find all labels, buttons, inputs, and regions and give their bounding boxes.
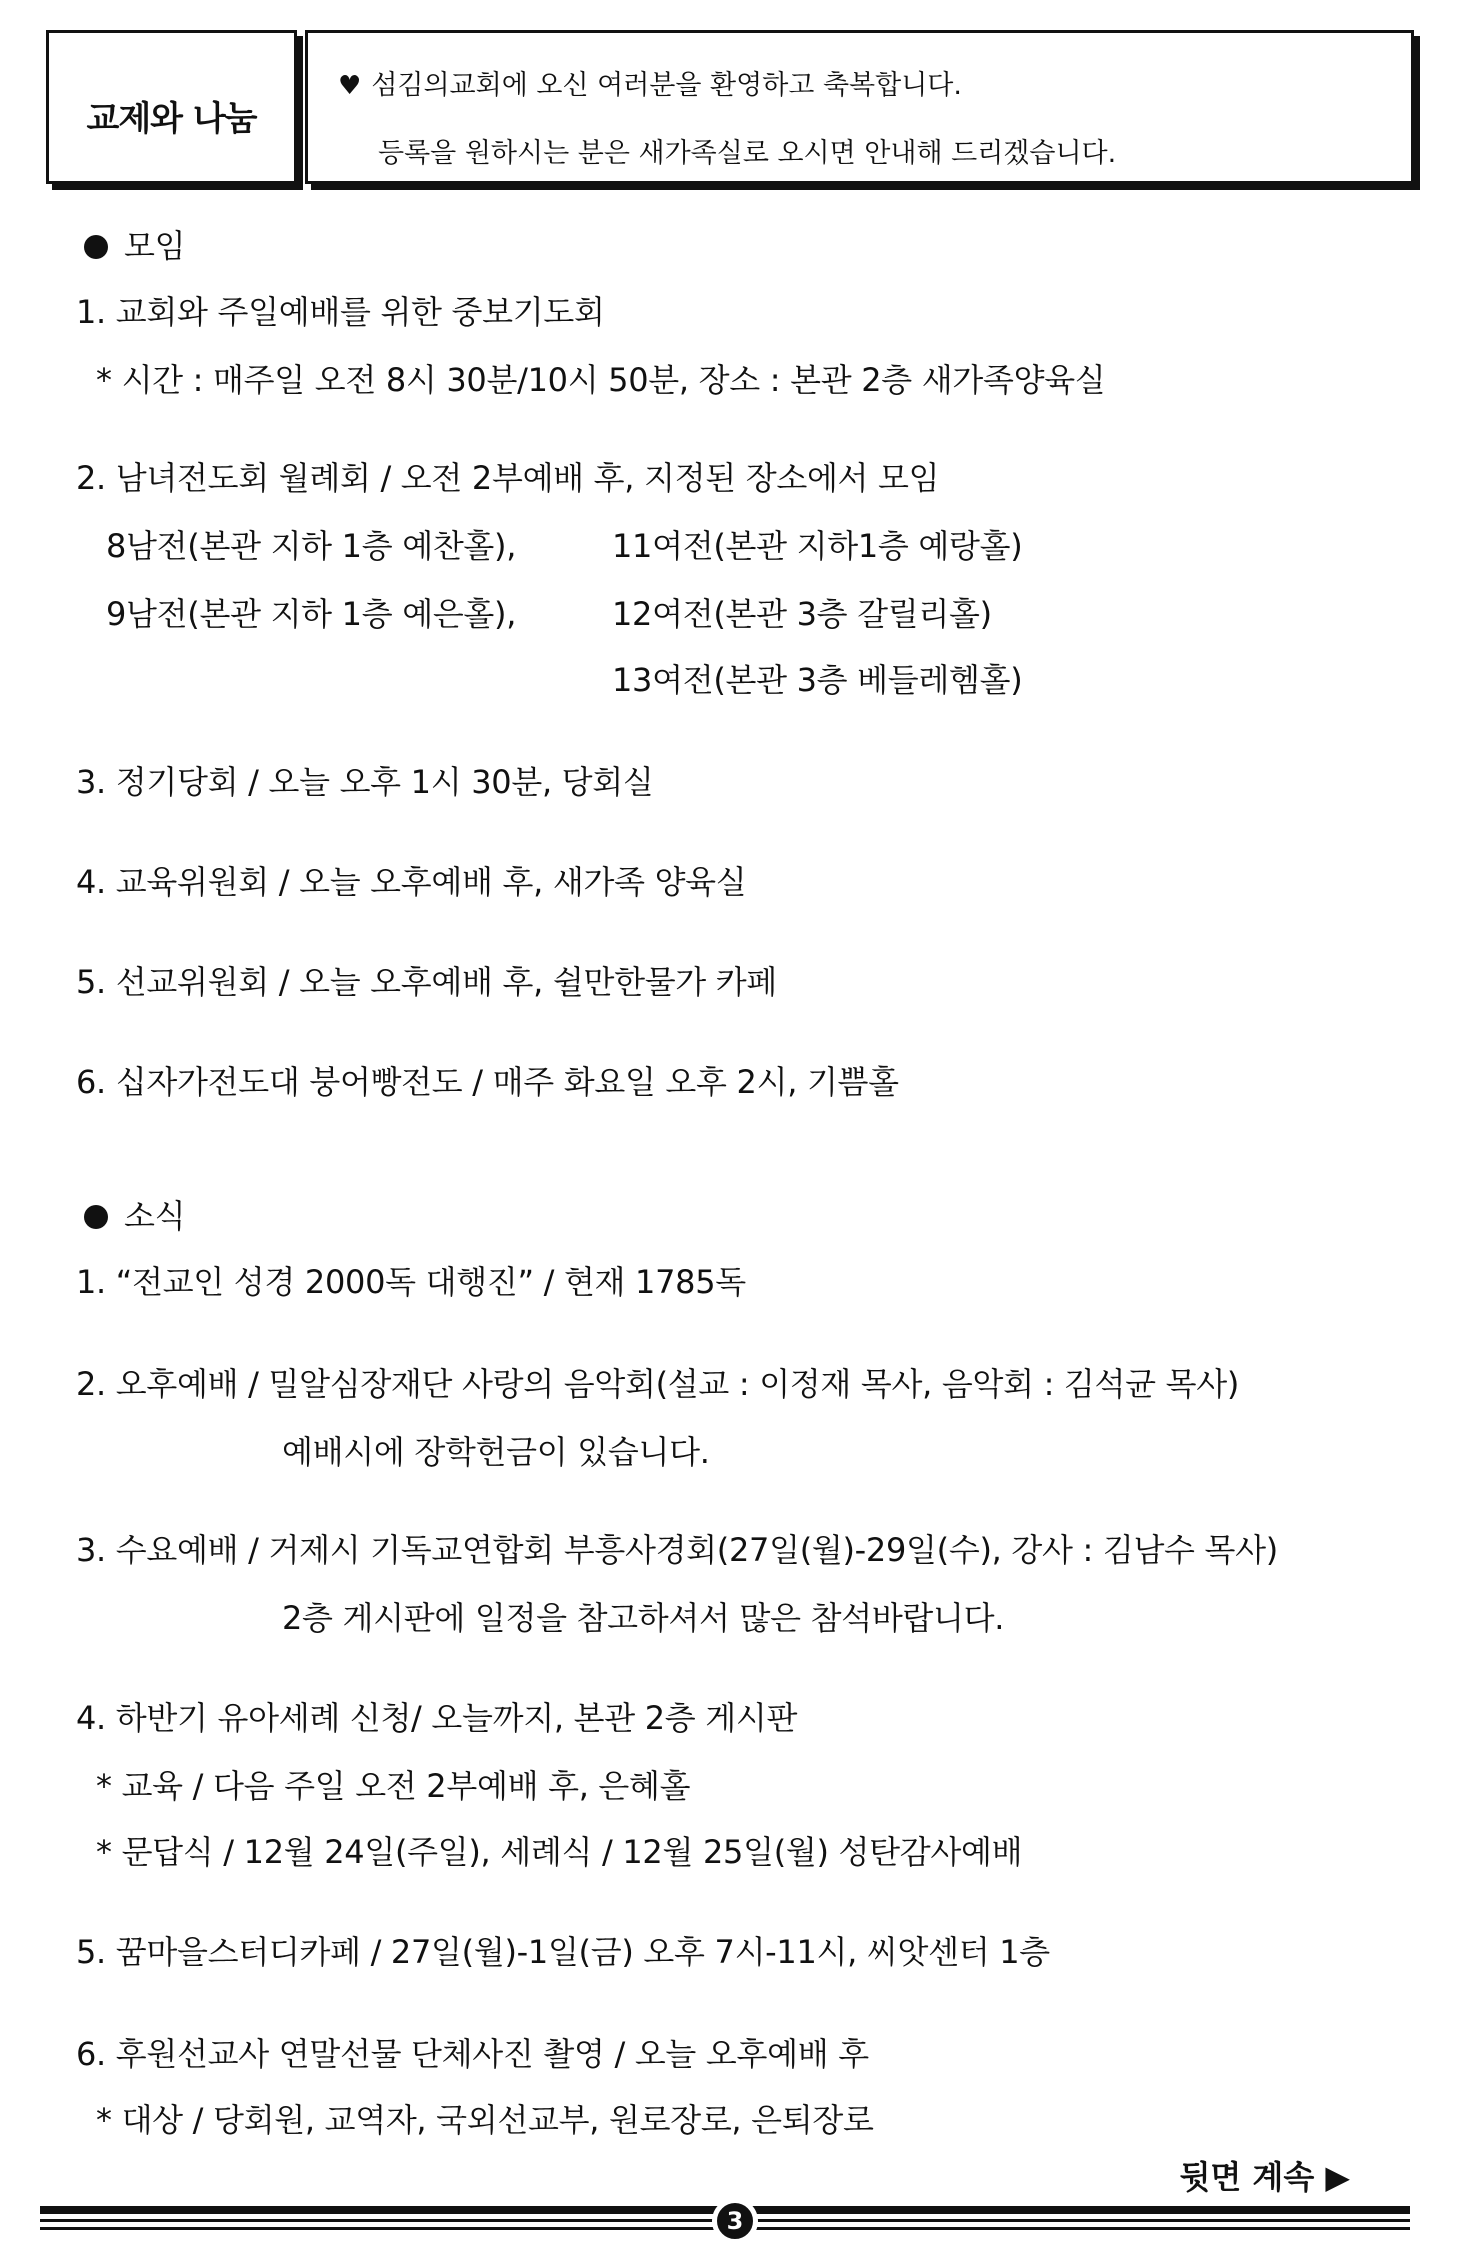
meeting-item-1-detail: * 시간 : 매주일 오전 8시 30분/10시 50분, 장소 : 본관 2층 새가족양육실 xyxy=(96,361,1106,399)
welcome-box xyxy=(305,30,1414,184)
news-item-5: 5. 꿈마을스터디카페 / 27일(월)-1일(금) 오후 7시-11시, 씨앗센터 1층 xyxy=(76,1933,1050,1971)
news-item-1: 1. “전교인 성경 2000독 대행진” / 현재 1785독 xyxy=(76,1263,746,1301)
meeting-item-5: 5. 선교위원회 / 오늘 오후예배 후, 쉴만한물가 카페 xyxy=(76,963,778,1001)
news-item-6-detail: * 대상 / 당회원, 교역자, 국외선교부, 원로장로, 은퇴장로 xyxy=(96,2101,874,2139)
news-item-2: 2. 오후예배 / 밀알심장재단 사랑의 음악회(설교 : 이정재 목사, 음악회 : 김석균 목사) xyxy=(76,1365,1240,1403)
news-heading-text: 소식 xyxy=(124,1197,186,1235)
meeting-item-6: 6. 십자가전도대 붕어빵전도 / 매주 화요일 오후 2시, 기쁨홀 xyxy=(76,1063,899,1101)
news-item-4: 4. 하반기 유아세례 신청/ 오늘까지, 본관 2층 게시판 xyxy=(76,1699,798,1737)
continue-on-back-label: 뒷면 계속 ▶ xyxy=(1179,2158,1350,2196)
news-item-4-detail-1: * 교육 / 다음 주일 오전 2부예배 후, 은혜홀 xyxy=(96,1767,691,1805)
welcome-text-1: 섬김의교회에 오신 여러분을 환영하고 축복합니다. xyxy=(371,70,962,101)
news-item-6: 6. 후원선교사 연말선물 단체사진 촬영 / 오늘 오후예배 후 xyxy=(76,2035,869,2073)
meeting-item-4: 4. 교육위원회 / 오늘 오후예배 후, 새가족 양육실 xyxy=(76,863,747,901)
section-title-box xyxy=(46,30,297,184)
meeting-item-2-row2-right: 12여전(본관 3층 갈릴리홀) xyxy=(612,595,992,633)
meeting-item-2-row2-left: 9남전(본관 지하 1층 예은홀), xyxy=(106,595,517,633)
meeting-item-2-row3-right: 13여전(본관 3층 베들레헴홀) xyxy=(612,661,1023,699)
meeting-item-1: 1. 교회와 주일예배를 위한 중보기도회 xyxy=(76,293,605,331)
meeting-item-3: 3. 정기당회 / 오늘 오후 1시 30분, 당회실 xyxy=(76,763,654,801)
welcome-line-2: 등록을 원하시는 분은 새가족실로 오시면 안내해 드리겠습니다. xyxy=(378,138,1117,169)
news-item-4-detail-2: * 문답식 / 12월 24일(주일), 세례식 / 12월 25일(월) 성탄감사예배 xyxy=(96,1833,1023,1871)
news-item-3-detail: 2층 게시판에 일정을 참고하셔서 많은 참석바랍니다. xyxy=(282,1599,1005,1637)
news-item-2-detail: 예배시에 장학헌금이 있습니다. xyxy=(282,1433,710,1471)
bullet-icon xyxy=(84,235,108,259)
heart-icon: ♥ xyxy=(338,71,362,101)
news-heading xyxy=(84,1196,185,1236)
bullet-icon xyxy=(84,1205,108,1229)
meeting-item-2-row1-left: 8남전(본관 지하 1층 예찬홀), xyxy=(106,527,517,565)
section-title: 교제와 나눔 xyxy=(86,99,257,139)
welcome-line-1 xyxy=(338,63,962,102)
news-item-3: 3. 수요예배 / 거제시 기독교연합회 부흥사경회(27일(월)-29일(수), 강사 : 김남수 목사) xyxy=(76,1531,1278,1569)
meeting-item-2-row1-right: 11여전(본관 지하1층 예랑홀) xyxy=(612,527,1023,565)
meeting-item-2: 2. 남녀전도회 월례회 / 오전 2부예배 후, 지정된 장소에서 모임 xyxy=(76,459,940,497)
page-number-badge: 3 xyxy=(712,2198,758,2244)
meetings-heading xyxy=(84,226,185,266)
meetings-heading-text: 모임 xyxy=(124,227,186,265)
